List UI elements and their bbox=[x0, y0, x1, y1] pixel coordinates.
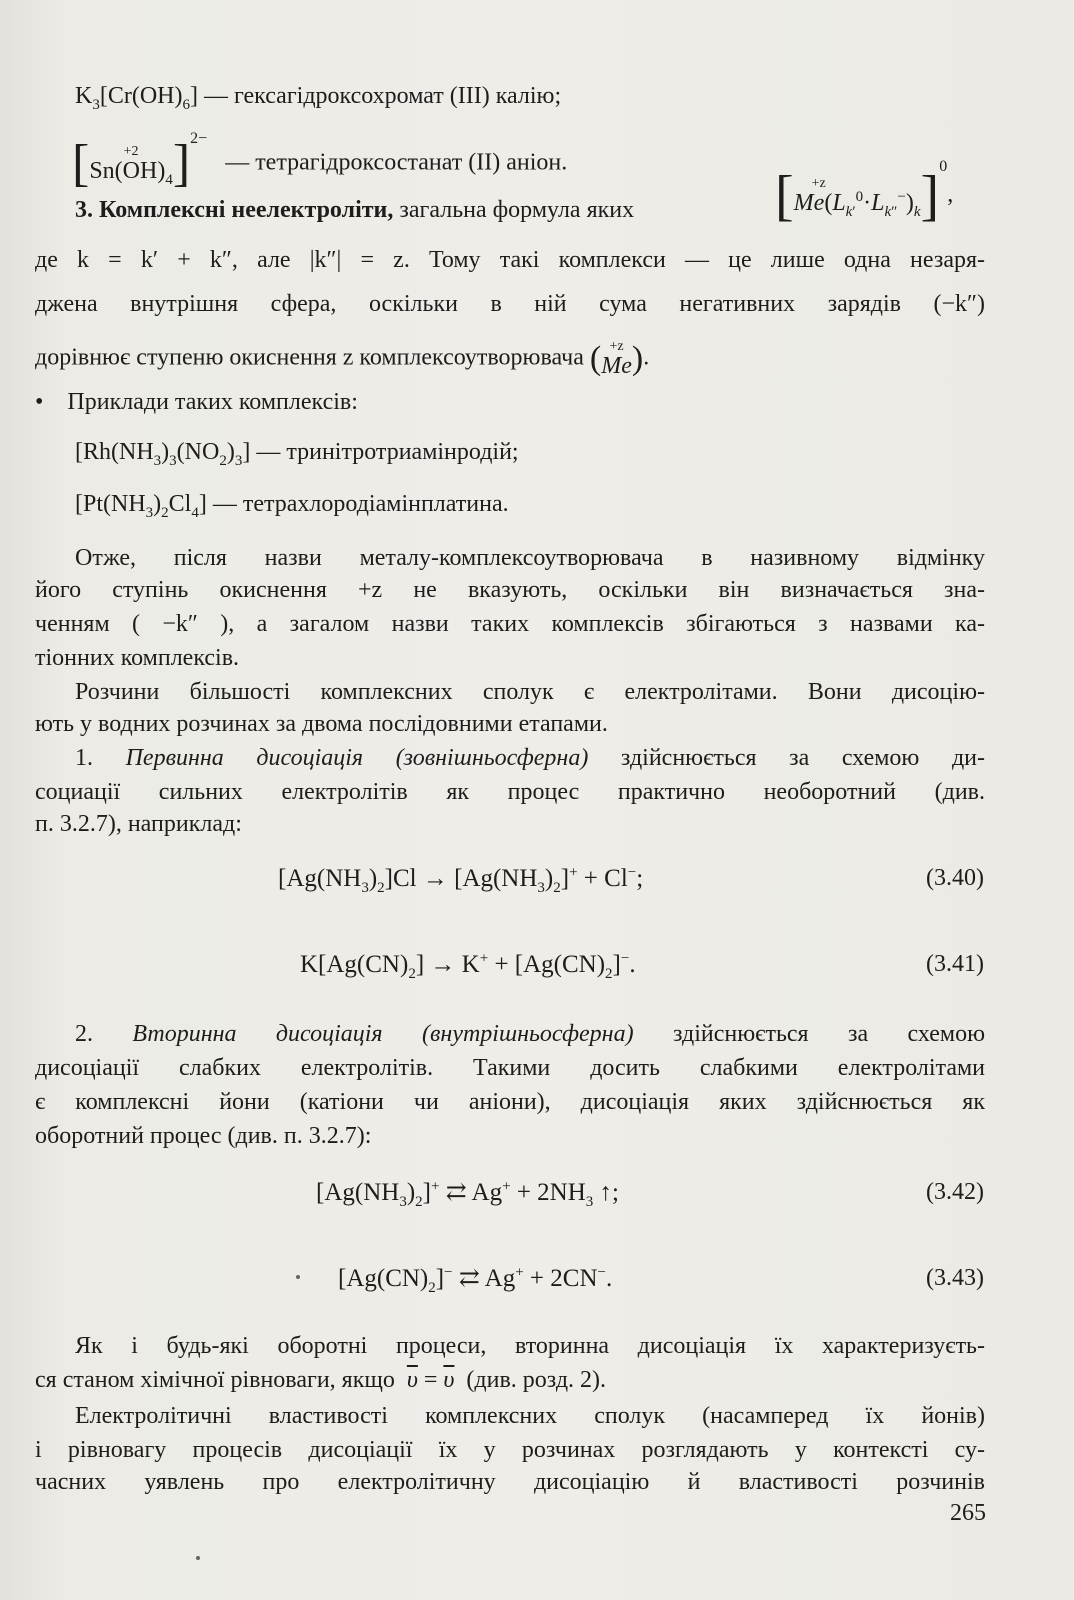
arrow-up-icon: ↑ bbox=[599, 1179, 613, 1206]
paragraph-line: п. 3.2.7), наприклад: bbox=[35, 811, 242, 837]
paragraph-line: Отже, після назви металу-комплексоутворювача в називному відмінку bbox=[75, 545, 985, 571]
paragraph-line: дисоціації слабких електролітів. Такими досить слабкими електролітами bbox=[35, 1055, 985, 1081]
general-formula: [ +z $Me(L_{k'}^0\cdot L_{k''}^-)_k$ ]$^0$, bbox=[775, 157, 954, 227]
paragraph-line: тіонних комплексів. bbox=[35, 645, 240, 671]
equilibrium-arrow-icon: ⇄ bbox=[445, 1179, 467, 1206]
text-line: де k = k′ + k″, але |k″| = z. Тому такі комплекси — це лише одна незаря- bbox=[35, 247, 985, 273]
paragraph-line: 1. Первинна дисоціація (зовнішньосферна) здійснюється за схемою ди- bbox=[75, 745, 985, 771]
paragraph-line: 2. Вторинна дисоціація (внутрішньосферна) здійснюється за схемою bbox=[75, 1021, 986, 1047]
paragraph-line: Розчини більшості комплексних сполук є електролітами. Вони дисоцію- bbox=[75, 679, 985, 705]
paragraph-line: ся станом хімічної рівноваги, якщо $\overline{\upsilon} = \overline{\upsilon}$ (див. розд. 2). bbox=[35, 1367, 607, 1393]
equation-number: (3.42) bbox=[926, 1179, 984, 1205]
paragraph-line: Як і будь-які оборотні процеси, вторинна дисоціація їх характеризуєть- bbox=[75, 1333, 985, 1359]
formula-line-4: $[Pt(NH_3)_2Cl_4]$ — тетрахлородіамінплатина. bbox=[75, 491, 509, 521]
page-number: 265 bbox=[950, 1500, 986, 1526]
equation-number: (3.43) bbox=[926, 1265, 984, 1291]
bleed-through bbox=[40, 112, 46, 138]
rate-equality: $\overline{\upsilon} = \overline{\upsilon}$ bbox=[406, 1367, 455, 1393]
paragraph-line: часних уявлень про електролітичну дисоціацію й властивості розчинів bbox=[35, 1469, 985, 1495]
equation-3-43: $[Ag(CN)_2]^-$ ⇄ Ag+ + 2CN−. bbox=[338, 1264, 613, 1296]
formula-line-1: $K_3[Cr(OH)_6]$ — гексагідроксохромат (III) калію; bbox=[75, 83, 562, 113]
paragraph-line: його ступінь окиснення +z не вказують, оскільки він визначається зна- bbox=[35, 577, 985, 603]
formula-line-3: $[Rh(NH_3)_3(NO_2)_3]$ — тринітротриамінродій; bbox=[75, 439, 519, 469]
bullet-item bbox=[35, 390, 358, 414]
paragraph-line: социації сильних електролітів як процес практично необоротний (див. bbox=[35, 779, 985, 805]
term-primary-dissociation: Первинна дисоціація bbox=[125, 745, 364, 771]
formula-name-4: — тетрахлородіамінплатина. bbox=[212, 491, 509, 517]
speck bbox=[196, 1556, 200, 1560]
formula-name-2: — тетрагідроксостанат (II) аніон. bbox=[225, 149, 568, 176]
equilibrium-arrow-icon: ⇄ bbox=[458, 1265, 480, 1292]
section-heading-line bbox=[75, 198, 634, 222]
bullet-text: Приклади таких комплексів: bbox=[67, 389, 358, 415]
section-heading: 3. Комплексні неелектроліти, bbox=[75, 197, 394, 223]
term-secondary-dissociation: Вторинна дисоціація bbox=[132, 1021, 383, 1047]
equation-number: (3.40) bbox=[926, 865, 984, 891]
paragraph-line: ють у водних розчинах за двома послідовними етапами. bbox=[35, 711, 608, 737]
equation-3-42: $[Ag(NH_3)_2]^+$ ⇄ $Ag^+ + 2NH_3$ ↑; bbox=[316, 1178, 619, 1210]
text-line: дорівнює ступеню окиснення z комплексоутворювача bbox=[35, 344, 584, 371]
paragraph-line: Електролітичні властивості комплексних сполук (насамперед їх йонів) bbox=[75, 1403, 985, 1429]
equation-number: (3.41) bbox=[926, 951, 984, 977]
paragraph-line: і рівновагу процесів дисоціації їх у розчинах розглядають у контексті су- bbox=[35, 1437, 985, 1463]
heading-continuation: загальна формула яких bbox=[399, 197, 635, 223]
formula-name-3: — тринітротриамінродій; bbox=[256, 439, 519, 465]
text-line-with-formula: дорівнює ступеню окиснення z комплексоутворювача ( +z Me ). bbox=[35, 339, 650, 379]
equation-3-40: $[Ag(NH_3)_2]Cl \to [Ag(NH_3)_2]^+ + Cl^-$; bbox=[278, 864, 644, 896]
paragraph-line: ченням ( −k″ ), а загалом назви таких комплексів збігаються з назвами ка- bbox=[35, 611, 985, 637]
paragraph-line: оборотний процес (див. п. 3.2.7): bbox=[35, 1123, 372, 1149]
equation-3-41: $K[Ag(CN)_2] \to K^+ + [Ag(CN)_2]^-$. bbox=[300, 950, 636, 982]
text-line: джена внутрішня сфера, оскільки в ній сума негативних зарядів (−k″) bbox=[35, 291, 985, 317]
formula-name-1: — гексагідроксохромат (III) калію; bbox=[203, 83, 562, 109]
paragraph-line: є комплексні йони (катіони чи аніони), дисоціація яких здійснюється як bbox=[35, 1089, 985, 1115]
formula-line-2: [ +2 $Sn(OH)_4$ ]$^{2-}$ — тетрагідроксостанат (II) аніон. bbox=[72, 129, 568, 192]
bullet-icon: • bbox=[35, 389, 44, 415]
speck bbox=[296, 1275, 300, 1279]
